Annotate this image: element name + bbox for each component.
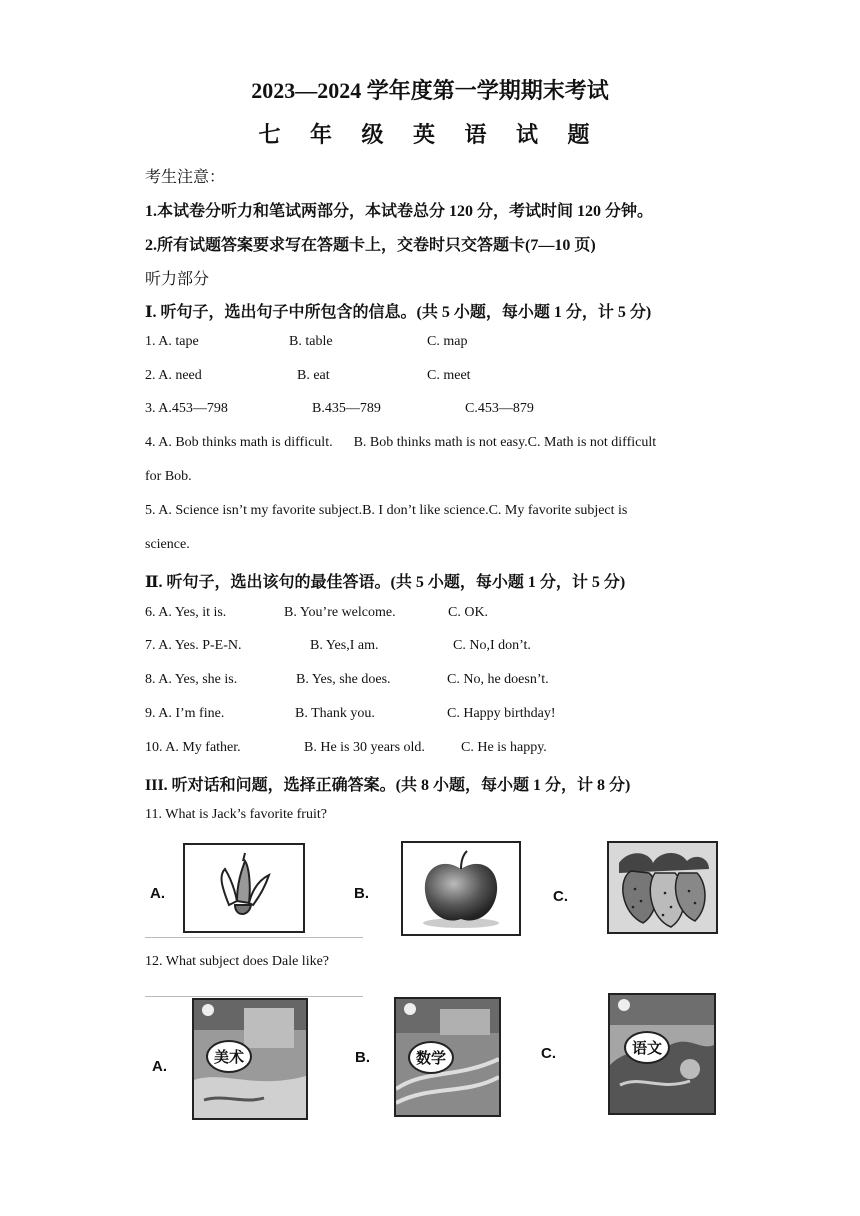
apple-icon: [401, 841, 521, 936]
math-book-label: 数学: [408, 1041, 454, 1074]
notice-item-2: 2.所有试题答案要求写在答题卡上，交卷时只交答题卡(7—10 页): [145, 237, 596, 254]
exam-title: 2023—2024 学年度第一学期期末考试: [251, 78, 609, 103]
q12-label-c: C.: [541, 1045, 556, 1062]
math-textbook-icon: [394, 997, 501, 1117]
chinese-book-label: 语文: [624, 1031, 670, 1064]
q7-option-a: 7. A. Yes. P-E-N.: [145, 638, 242, 653]
section-3-heading: III. 听对话和问题，选择正确答案。(共 8 小题，每小题 1 分，计 8 分): [145, 777, 631, 794]
q1-option-b: B. table: [289, 334, 333, 349]
q12-label-b: B.: [355, 1049, 370, 1066]
q10-option-a: 10. A. My father.: [145, 740, 241, 755]
q9-option-b: B. Thank you.: [295, 706, 375, 721]
q11-label-b: B.: [354, 885, 369, 902]
question-11: 11. What is Jack’s favorite fruit?: [145, 807, 327, 822]
q8-option-a: 8. A. Yes, she is.: [145, 672, 238, 687]
strawberries-icon: [607, 841, 718, 934]
notice-heading: 考生注意：: [145, 169, 226, 186]
q11-label-a: A.: [150, 885, 165, 902]
q6-option-c: C. OK.: [448, 605, 489, 620]
q6-option-a: 6. A. Yes, it is.: [145, 605, 227, 620]
q12-label-a: A.: [152, 1058, 167, 1075]
art-book-label: 美术: [206, 1040, 252, 1073]
q9-option-a: 9. A. I’m fine.: [145, 706, 225, 721]
q1-option-a: 1. A. tape: [145, 334, 199, 349]
listening-heading: 听力部分: [145, 271, 210, 288]
q10-option-c: C. He is happy.: [461, 740, 547, 755]
q6-option-b: B. You’re welcome.: [284, 605, 396, 620]
q2-option-c: C. meet: [427, 368, 471, 383]
divider-line: [145, 996, 363, 997]
exam-subtitle: 七 年 级 英 语 试 题: [258, 122, 602, 147]
q9-option-c: C. Happy birthday!: [447, 706, 556, 721]
q3-option-c: C.453—879: [465, 401, 534, 416]
q10-option-b: B. He is 30 years old.: [304, 740, 425, 755]
q7-option-b: B. Yes,I am.: [310, 638, 379, 653]
q2-option-a: 2. A. need: [145, 368, 202, 383]
notice-item-1: 1.本试卷分听力和笔试两部分，本试卷总分 120 分，考试时间 120 分钟。: [145, 203, 654, 220]
q7-option-c: C. No,I don’t.: [453, 638, 531, 653]
q8-option-c: C. No, he doesn’t.: [447, 672, 549, 687]
q2-option-b: B. eat: [297, 368, 330, 383]
question-12: 12. What subject does Dale like?: [145, 954, 330, 969]
q1-option-c: C. map: [427, 334, 468, 349]
question-4-line-2: for Bob.: [145, 469, 192, 484]
q8-option-b: B. Yes, she does.: [296, 672, 391, 687]
question-4-line-1: 4. A. Bob thinks math is difficult. B. Bob thinks math is not easy.C. Math is not difficult: [145, 435, 657, 450]
section-1-heading: Ⅰ. 听句子，选出句子中所包含的信息。(共 5 小题，每小题 1 分，计 5 分): [145, 304, 652, 321]
q11-label-c: C.: [553, 888, 568, 905]
section-2-heading: Ⅱ. 听句子，选出该句的最佳答语。(共 5 小题，每小题 1 分，计 5 分): [145, 574, 626, 591]
question-5-line-1: 5. A. Science isn’t my favorite subject.B. I don’t like science.C. My favorite subject is: [145, 503, 628, 518]
divider-line: [145, 937, 363, 938]
q3-option-a: 3. A.453—798: [145, 401, 228, 416]
art-textbook-icon: [192, 998, 308, 1120]
question-5-line-2: science.: [145, 537, 190, 552]
chinese-textbook-icon: [608, 993, 716, 1115]
banana-icon: [183, 843, 305, 933]
q3-option-b: B.435—789: [312, 401, 381, 416]
